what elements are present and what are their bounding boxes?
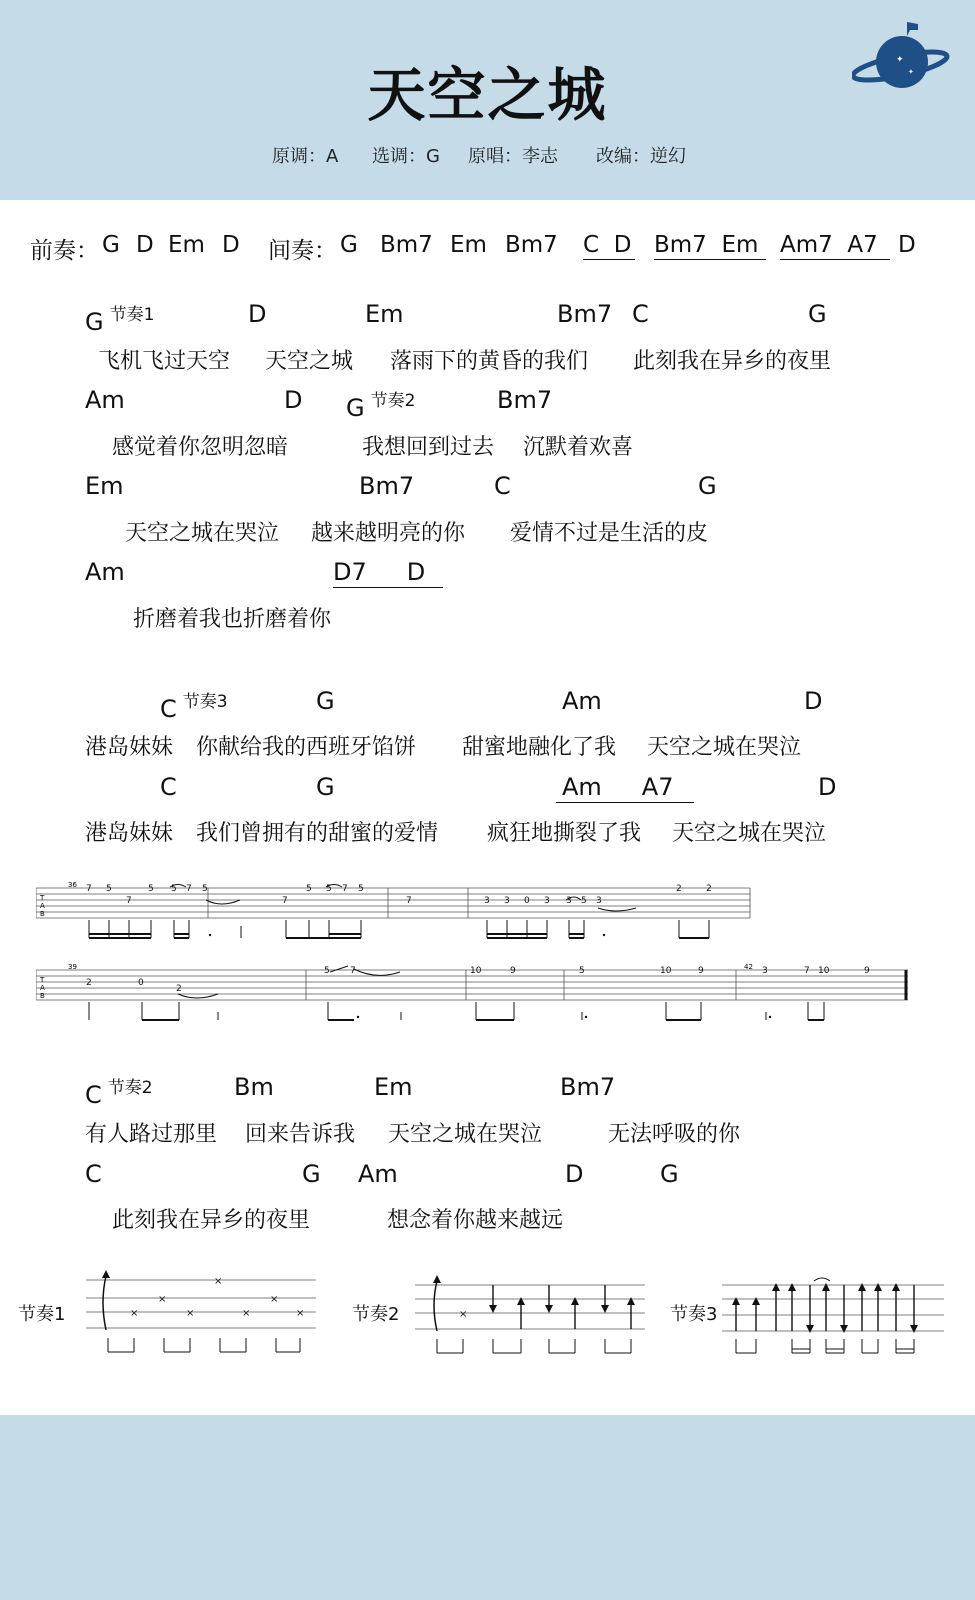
tab-string-label: A	[40, 902, 45, 910]
rhythm-mark: 节奏2	[107, 1078, 153, 1098]
svg-text:×: ×	[270, 1294, 279, 1305]
tab-note: 5	[148, 884, 154, 894]
tab-note: 3	[566, 896, 572, 906]
tab-note: 5	[171, 884, 177, 894]
intro-chord: Em	[721, 232, 759, 258]
tab-note: 5	[106, 884, 112, 894]
chord: G	[316, 773, 335, 801]
intro-chord: Am7	[780, 232, 833, 258]
chord: C	[85, 1160, 102, 1188]
song-title: 天空之城	[367, 61, 608, 129]
chord: C	[494, 472, 511, 500]
intro-chord: D	[898, 232, 916, 258]
chord: G	[808, 300, 827, 328]
chord: C	[632, 300, 649, 328]
chord: Em	[85, 472, 124, 500]
tab-note: 7	[342, 884, 348, 894]
intro-chord: Bm7	[380, 232, 433, 258]
lyric: 天空之城在哭泣	[125, 521, 280, 546]
lyric: 越来越明亮的你	[311, 521, 466, 546]
intro-underline-group	[780, 232, 890, 260]
intro-chord: C	[583, 232, 600, 258]
tab-note: 7	[282, 896, 288, 906]
tab-note: 5	[579, 966, 585, 976]
tab-note: 0	[524, 896, 530, 906]
tab-note: 0	[138, 978, 144, 988]
intro-chord: D	[222, 232, 240, 258]
chord: D	[248, 300, 267, 328]
rhythm-pattern-1	[86, 1270, 318, 1360]
tab-note: 10	[818, 966, 830, 976]
lyric: 有人路过那里	[85, 1122, 218, 1147]
chord: D7	[333, 558, 367, 586]
chord: Am	[358, 1160, 398, 1188]
chord: A7	[641, 773, 674, 801]
tab-staff-row-1	[36, 880, 756, 952]
chord: G $^{节奏2}$	[346, 391, 416, 422]
original-key: 原调：A	[272, 146, 339, 167]
tab-note: 7	[186, 884, 192, 894]
tab-note: 7	[126, 896, 132, 906]
tab-staff-row-2	[36, 962, 916, 1034]
svg-text:×: ×	[296, 1308, 305, 1319]
lyric: 无法呼吸的你	[608, 1122, 741, 1147]
rhythm-label-3: 节奏3	[670, 1304, 718, 1325]
chord: D	[284, 386, 303, 414]
planet-logo-icon	[852, 18, 952, 96]
chord-underline-group	[556, 773, 694, 803]
chord: D	[565, 1160, 584, 1188]
chord: D	[406, 558, 426, 586]
chord: D	[804, 687, 823, 715]
lyric: 天空之城在哭泣	[672, 821, 827, 846]
tab-note: 5	[581, 896, 587, 906]
chord: Am	[562, 687, 602, 715]
intro-chord: D	[136, 232, 154, 258]
tab-note: 3	[504, 896, 510, 906]
tab-note: 10	[660, 966, 672, 976]
chord: Am	[562, 773, 602, 801]
arranger: 改编：逆幻	[596, 146, 686, 167]
lyric: 想念着你越来越远	[387, 1208, 564, 1233]
intro-chord: G	[102, 232, 120, 258]
singer: 原唱：李志	[468, 146, 558, 167]
intro-chord: Bm7	[654, 232, 707, 258]
intro-underline-group	[654, 232, 766, 260]
svg-text:×: ×	[130, 1308, 139, 1319]
svg-text:×: ×	[158, 1294, 167, 1305]
tab-note: 5	[202, 884, 208, 894]
tab-note: 7	[350, 966, 356, 976]
chord: C $^{节奏3}$	[160, 692, 228, 723]
lyric: 甜蜜地融化了我	[462, 735, 617, 760]
lyric: 疯狂地撕裂了我	[487, 821, 642, 846]
intro-chord: Em	[450, 232, 487, 258]
tab-note: 5	[306, 884, 312, 894]
svg-text:✦: ✦	[896, 55, 904, 65]
chord: G	[660, 1160, 679, 1188]
intro-underline-group	[583, 232, 635, 260]
tab-note: 2	[86, 978, 92, 988]
lyric: 天空之城在哭泣	[647, 735, 802, 760]
lyric: 港岛妹妹	[85, 821, 174, 846]
chord: Bm7	[497, 386, 553, 414]
rhythm-pattern-2	[415, 1275, 647, 1365]
chord: G	[302, 1160, 321, 1188]
chord: G	[698, 472, 717, 500]
tab-note: 2	[176, 984, 182, 994]
svg-text:×: ×	[214, 1276, 223, 1287]
lyric: 感觉着你忽明忽暗	[112, 435, 289, 460]
chord: Bm7	[359, 472, 415, 500]
intro-chord: Bm7	[505, 232, 558, 258]
chord: G $^{节奏1}$	[85, 305, 155, 336]
svg-text:×: ×	[242, 1308, 251, 1319]
svg-text:✦: ✦	[908, 68, 914, 76]
intro-chord: Em	[168, 232, 205, 258]
bar-number: 42	[744, 963, 753, 971]
tab-note: 7	[804, 966, 810, 976]
tab-note: 2	[676, 884, 682, 894]
rhythm-mark: 节奏1	[109, 305, 155, 325]
chord: Bm	[234, 1073, 274, 1101]
lyric: 我们曾拥有的甜蜜的爱情	[196, 821, 439, 846]
tab-note: 9	[864, 966, 870, 976]
rhythm-label-1: 节奏1	[18, 1304, 66, 1325]
lyric: 回来告诉我	[245, 1122, 356, 1147]
tab-string-label: T	[40, 976, 45, 984]
intro-chord: G	[340, 232, 358, 258]
lyric: 沉默着欢喜	[523, 435, 634, 460]
chord: Bm7	[560, 1073, 616, 1101]
lyric: 天空之城	[265, 349, 354, 374]
svg-text:×: ×	[186, 1308, 195, 1319]
tab-note: 7	[86, 884, 92, 894]
tab-string-label: A	[40, 984, 45, 992]
tab-string-label: B	[40, 992, 45, 1000]
intro-chord: A7	[847, 232, 878, 258]
tab-note: 3	[544, 896, 550, 906]
rhythm-mark: 节奏3	[182, 692, 228, 712]
rhythm-label-2: 节奏2	[352, 1304, 400, 1325]
lyric: 天空之城在哭泣	[388, 1122, 543, 1147]
chord-underline-group	[333, 558, 443, 588]
chord: C $^{节奏2}$	[85, 1078, 153, 1109]
chord: Am	[85, 386, 125, 414]
lyric: 折磨着我也折磨着你	[133, 607, 332, 632]
tab-note: 3	[596, 896, 602, 906]
tab-note: 9	[698, 966, 704, 976]
rhythm-pattern-3	[722, 1275, 948, 1365]
tab-note: 3	[762, 966, 768, 976]
lyric: 港岛妹妹	[85, 735, 174, 760]
tab-note: 5	[326, 884, 332, 894]
lyric: 此刻我在异乡的夜里	[112, 1208, 311, 1233]
tab-note: 5	[358, 884, 364, 894]
chord: Em	[365, 300, 404, 328]
bar-number: 36	[68, 881, 77, 889]
chord: D	[818, 773, 837, 801]
tab-note: 5	[324, 966, 330, 976]
tab-note: 9	[510, 966, 516, 976]
chord: Bm7	[557, 300, 613, 328]
bar-number: 39	[68, 963, 77, 971]
tab-note: 2	[706, 884, 712, 894]
chord: C	[160, 773, 177, 801]
rhythm-mark: 节奏2	[370, 391, 416, 411]
prelude-label: 前奏：	[30, 238, 99, 264]
tab-string-label: B	[40, 910, 45, 918]
lyric: 我想回到过去	[362, 435, 495, 460]
lyric: 落雨下的黄昏的我们	[390, 349, 589, 374]
chosen-key: 选调：G	[372, 146, 440, 167]
chord: Em	[374, 1073, 413, 1101]
lyric: 你献给我的西班牙馅饼	[196, 735, 417, 760]
interlude-label: 间奏：	[268, 238, 337, 264]
svg-text:×: ×	[459, 1309, 468, 1320]
chord: G	[316, 687, 335, 715]
intro-chord: D	[613, 232, 632, 258]
lyric: 爱情不过是生活的皮	[510, 521, 709, 546]
tab-note: 7	[406, 896, 412, 906]
tab-string-label: T	[40, 894, 45, 902]
lyric: 此刻我在异乡的夜里	[633, 349, 832, 374]
lyric: 飞机飞过天空	[98, 349, 231, 374]
chord: Am	[85, 558, 125, 586]
tab-note: 3	[484, 896, 490, 906]
tab-note: 10	[470, 966, 482, 976]
